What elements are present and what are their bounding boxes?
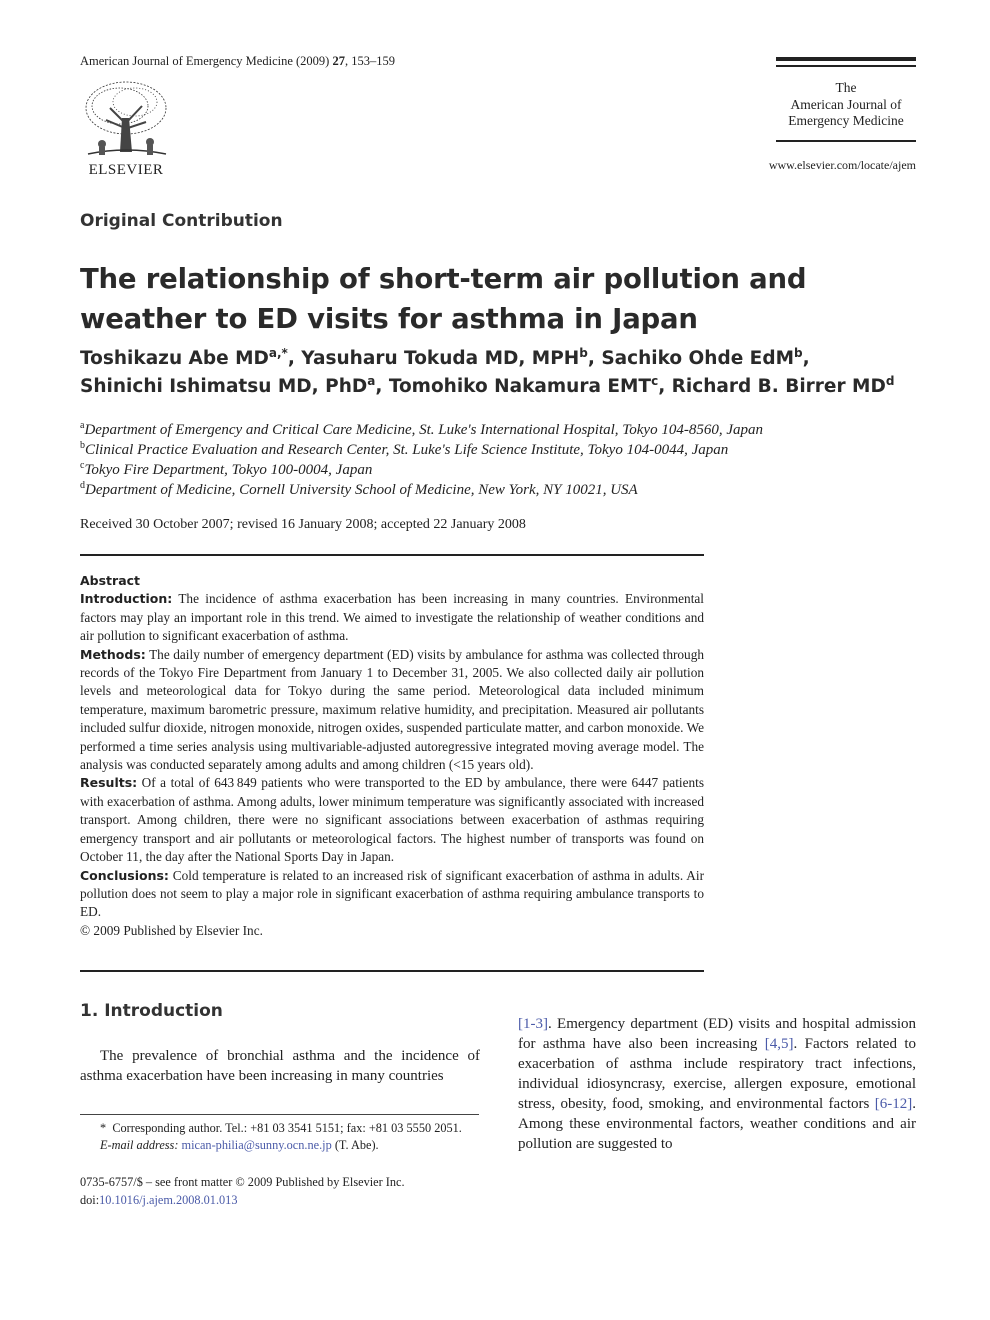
affiliation: $^a$Department of Emergency and Critical Care Medicine, St. Luke's International Hospital, Tokyo 104-8560, Japan — [80, 420, 763, 438]
intro-paragraph: The prevalence of bronchial asthma and the incidence of asthma exacerbation have been increasing in many countries — [80, 1048, 480, 1084]
abstract-results: Of a total of 643 849 patients who were transported to the ED by ambulance, there were 6447 patients with exacerbation of asthma. Among adults, lower minimum temperature was significantly associated with increased transport. Among children, there were no significant associations between exacerbation of asthmas requiring emergency transport and air pollutants or meteorological factors. The highest number of transports was found on October 11, the day after the National Sports Day in Japan. — [80, 775, 705, 865]
author-name: Richard B. Birrer MD — [671, 376, 886, 397]
author-affil-mark: b — [793, 345, 803, 360]
affiliation: $^c$Tokyo Fire Department, Tokyo 100-0004, Japan — [80, 460, 373, 478]
author-name: Tomohiko Nakamura EMT — [388, 376, 652, 397]
reference-link[interactable]: [1-3] — [518, 1016, 548, 1032]
abstract-methods-label: Methods: — [80, 646, 146, 662]
author-affil-mark: c — [651, 373, 659, 388]
publisher-wordmark: ELSEVIER — [88, 162, 164, 178]
abstract-heading: Abstract — [80, 573, 141, 588]
author-affil-mark: d — [885, 373, 895, 388]
affiliation-list — [80, 420, 920, 500]
journal-rule-top — [776, 57, 916, 61]
corresponding-author-note: Corresponding author. Tel.: +81 03 3541 5151; fax: +81 03 5550 2051. — [112, 1121, 462, 1135]
journal-rule-bottom — [776, 140, 916, 142]
article-title: The relationship of short-term air pollution and weather to ED visits for asthma in Japan — [80, 263, 807, 335]
author-name: Toshikazu Abe MD — [80, 348, 269, 369]
doi-link[interactable]: 10.1016/j.ajem.2008.01.013 — [99, 1193, 238, 1207]
abstract-copyright: © 2009 Published by Elsevier Inc. — [80, 922, 263, 938]
journal-title-block — [776, 80, 916, 130]
journal-title-line: American Journal of — [790, 96, 902, 112]
journal-citation: American Journal of Emergency Medicine (2009) 27, 153–159 — [80, 54, 395, 68]
affiliation: $^b$Clinical Practice Evaluation and Research Center, St. Luke's Life Science Institute, Tokyo 104-0044, Japan — [80, 440, 729, 458]
journal-title-line: Emergency Medicine — [788, 113, 904, 128]
abstract-intro-label: Introduction: — [80, 591, 173, 607]
abstract-results-label: Results: — [80, 775, 138, 791]
author-affil-mark: a,* — [268, 345, 288, 360]
journal-rule-mid — [776, 65, 916, 67]
abstract-rule-top — [80, 554, 704, 556]
author-name: Sachiko Ohde EdM — [601, 348, 794, 369]
issn-line: 0735-6757/$ – see front matter © 2009 Published by Elsevier Inc. — [80, 1175, 405, 1189]
author-name: Shinichi Ishimatsu MD, PhD — [80, 376, 368, 397]
journal-title-line: The — [835, 80, 857, 95]
footnote-rule — [80, 1114, 479, 1115]
journal-url[interactable]: www.elsevier.com/locate/ajem — [768, 158, 916, 172]
abstract-conclusions-label: Conclusions: — [80, 867, 169, 883]
abstract-conclusions: Cold temperature is related to an increased risk of significant exacerbation of asthma in adults. Air pollution does not seem to play a major role in significant exacerbation of asthma requiring ambulance transports to ED. — [80, 867, 705, 920]
section-label: Original Contribution — [80, 211, 283, 231]
article-dates: Received 30 October 2007; revised 16 January 2008; accepted 22 January 2008 — [80, 517, 526, 532]
issn-doi-block: 0735-6757/$ – see front matter © 2009 Published by Elsevier Inc. doi:10.1016/j.ajem.2008.01.013 — [80, 1175, 405, 1207]
abstract — [80, 572, 704, 940]
author-name: Yasuharu Tokuda MD, MPH — [301, 348, 580, 369]
intro-heading: 1. Introduction — [80, 1001, 223, 1021]
author-affil-mark: a — [367, 373, 376, 388]
abstract-rule-bottom — [80, 970, 704, 972]
right-column-text: [1-3]. Emergency department (ED) visits and hospital admission for asthma have also been increasing [4,5]. Factors related to exacerbation of asthma include respiratory tract infections, individual idiosyncrasy, exercise, allergen exposure, emotional stress, obesity, food, smoking, and environmental factors [6-12]. Among these environmental factors, weather conditions and air pollution are suggested to — [518, 1016, 916, 1152]
affiliation: $^d$Department of Medicine, Cornell University School of Medicine, New York, NY 10021, USA — [80, 480, 638, 498]
author-affil-mark: b — [579, 345, 588, 360]
email-link[interactable]: mican-philia@sunny.ocn.ne.jp — [181, 1137, 332, 1152]
reference-link[interactable]: [6-12] — [874, 1096, 913, 1112]
abstract-methods: The daily number of emergency department (ED) visits by ambulance for asthma was collected through records of the Tokyo Fire Department from January 1 to December 31, 2005. We also collected daily air pollution levels and meteorological data for Tokyo during the same period. Meteorological data included minimum temperature, maximum barometric pressure, maximum relative humidity, and precipitation. Measured air pollutants included sulfur dioxide, nitrogen monoxide, nitrogen oxides, suspended particulate matter, and carbon monoxide. We performed a time series analysis using multivariable-adjusted autoregressive integrated moving average model. The analysis was conducted separately among adults and among children (<15 years old). — [80, 646, 704, 773]
footnote: * Corresponding author. Tel.: +81 03 3541 5151; fax: +81 03 5550 2051. E-mail address: mican-philia@sunny.ocn.ne.jp (T. Abe). — [100, 1121, 462, 1152]
author-list: Toshikazu Abe $MD^{a,*}$, Yasuharu Tokuda MD, MPH$^b$, Sachiko Ohde EdM$^b$, Shinichi Ishimatsu MD, PhD$^a$, Tomohiko Nakamura EMT$^c$, Richard B. Birrer $MD^d$ — [80, 345, 895, 397]
abstract-intro: The incidence of asthma exacerbation has been increasing in many countries. Environmental factors may play an important role in this trend. We aimed to investigate the relationship of weather conditions and air pollution to significant exacerbation of asthma. — [80, 591, 704, 644]
reference-link[interactable]: [4,5] — [764, 1036, 794, 1052]
